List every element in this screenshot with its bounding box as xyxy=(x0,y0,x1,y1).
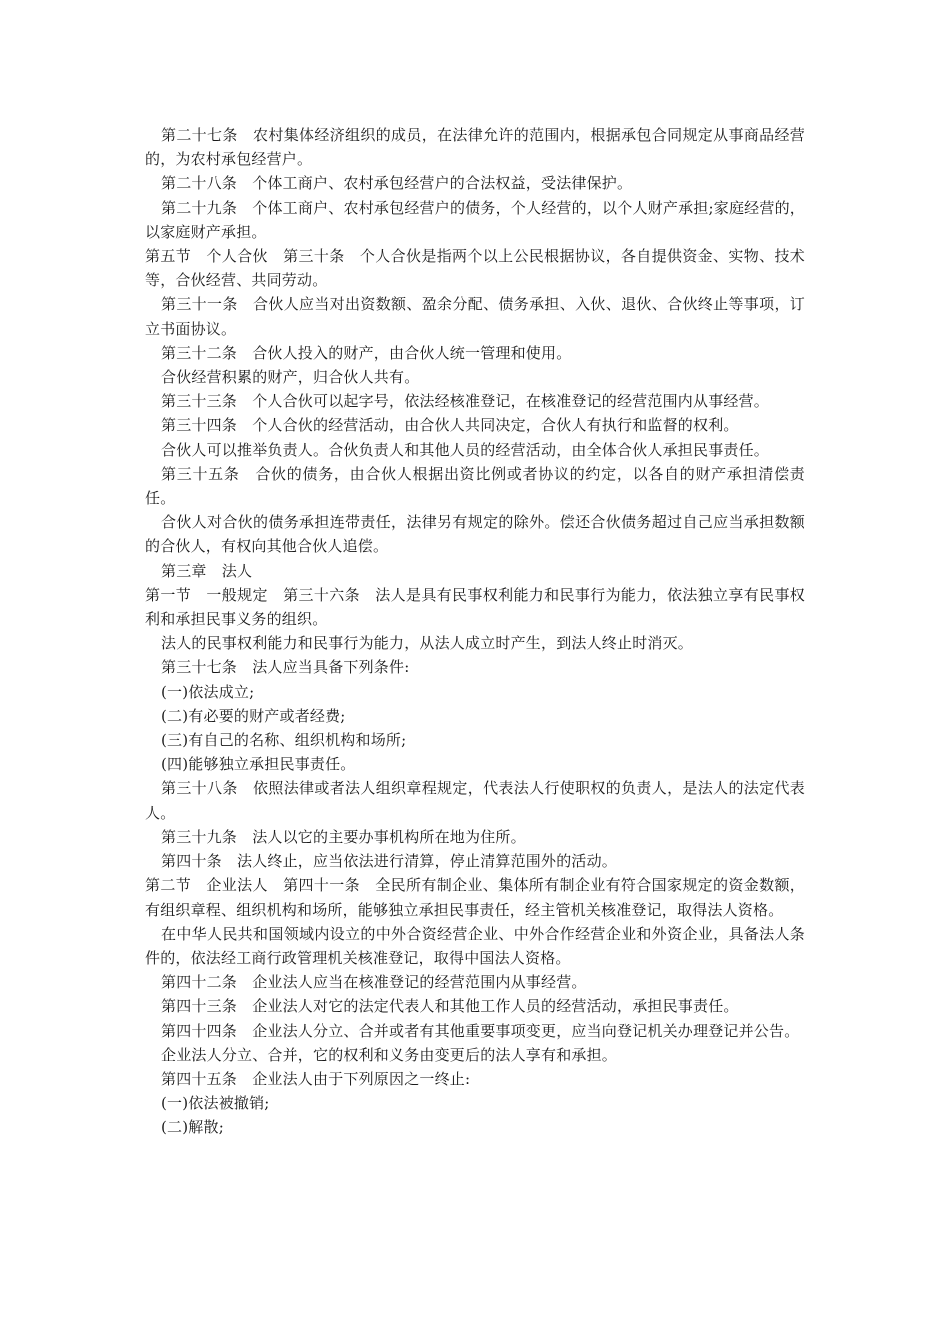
paragraph: 企业法人分立、合并，它的权利和义务由变更后的法人享有和承担。 xyxy=(161,1045,618,1064)
paragraph: 合伙人可以推举负责人。合伙负责人和其他人员的经营活动，由全体合伙人承担民事责任。 xyxy=(161,440,770,459)
chapter-heading: 第三章 法人 xyxy=(161,561,253,580)
paragraph: 第四十四条 企业法人分立、合并或者有其他重要事项变更，应当向登记机关办理登记并公告。 xyxy=(161,1021,800,1040)
paragraph: 第三十五条 合伙的债务，由合伙人根据出资比例或者协议的约定，以各自的财产承担清偿责任。 xyxy=(145,464,805,508)
list-item: (二)解散; xyxy=(161,1118,224,1137)
list-item: (二)有必要的财产或者经费; xyxy=(161,706,346,725)
paragraph: 第四十三条 企业法人对它的法定代表人和其他工作人员的经营活动，承担民事责任。 xyxy=(161,997,739,1016)
paragraph: 第三十七条 法人应当具备下列条件: xyxy=(161,658,410,677)
paragraph: 第三十三条 个人合伙可以起字号，依法经核准登记，在核准登记的经营范围内从事经营。 xyxy=(161,392,770,411)
paragraph: 第三十二条 合伙人投入的财产，由合伙人统一管理和使用。 xyxy=(161,343,572,362)
paragraph: 第四十二条 企业法人应当在核准登记的经营范围内从事经营。 xyxy=(161,973,587,992)
list-item: (一)依法被撤销; xyxy=(161,1094,270,1113)
document-page xyxy=(145,123,805,1140)
section-heading-paragraph: 第一节 一般规定 第三十六条 法人是具有民事权利能力和民事行为能力，依法独立享有民事权利和承担民事义务的组织。 xyxy=(145,585,805,629)
list-item: (一)依法成立; xyxy=(161,682,255,701)
paragraph: 第四十条 法人终止，应当依法进行清算，停止清算范围外的活动。 xyxy=(161,852,618,871)
paragraph: 第二十七条 农村集体经济组织的成员，在法律允许的范围内，根据承包合同规定从事商品经营的，为农村承包经营户。 xyxy=(145,126,805,169)
paragraph: 第三十四条 个人合伙的经营活动，由合伙人共同决定，合伙人有执行和监督的权利。 xyxy=(161,416,739,435)
paragraph: 第二十九条 个体工商户、农村承包经营户的债务，个人经营的，以个人财产承担;家庭经营的，以家庭财产承担。 xyxy=(145,198,805,241)
paragraph: 法人的民事权利能力和民事行为能力，从法人成立时产生，到法人终止时消灭。 xyxy=(161,634,694,653)
list-item: (三)有自己的名称、组织机构和场所; xyxy=(161,731,407,750)
paragraph: 第三十九条 法人以它的主要办事机构所在地为住所。 xyxy=(161,827,526,846)
list-item: (四)能够独立承担民事责任。 xyxy=(161,755,356,774)
paragraph: 第三十一条 合伙人应当对出资数额、盈余分配、债务承担、入伙、退伙、合伙终止等事项，订立书面协议。 xyxy=(145,295,805,338)
paragraph: 第三十八条 依照法律或者法人组织章程规定，代表法人行使职权的负责人，是法人的法定代表人。 xyxy=(145,779,805,822)
section-heading-paragraph: 第五节 个人合伙 第三十条 个人合伙是指两个以上公民根据协议，各自提供资金、实物、技术等，合伙经营、共同劳动。 xyxy=(145,247,805,290)
paragraph: 合伙人对合伙的债务承担连带责任，法律另有规定的除外。偿还合伙债务超过自己应当承担数额的合伙人，有权向其他合伙人追偿。 xyxy=(145,513,805,556)
section-heading-paragraph: 第二节 企业法人 第四十一条 全民所有制企业、集体所有制企业有符合国家规定的资金数额，有组织章程、组织机构和场所，能够独立承担民事责任，经主管机关核准登记，取得法人资格。 xyxy=(145,876,805,919)
paragraph: 第二十八条 个体工商户、农村承包经营户的合法权益，受法律保护。 xyxy=(161,174,633,193)
paragraph: 合伙经营积累的财产，归合伙人共有。 xyxy=(161,368,420,387)
paragraph: 在中华人民共和国领域内设立的中外合资经营企业、中外合作经营企业和外资企业，具备法人条件的，依法经工商行政管理机关核准登记，取得中国法人资格。 xyxy=(145,924,805,967)
paragraph: 第四十五条 企业法人由于下列原因之一终止: xyxy=(161,1069,471,1088)
